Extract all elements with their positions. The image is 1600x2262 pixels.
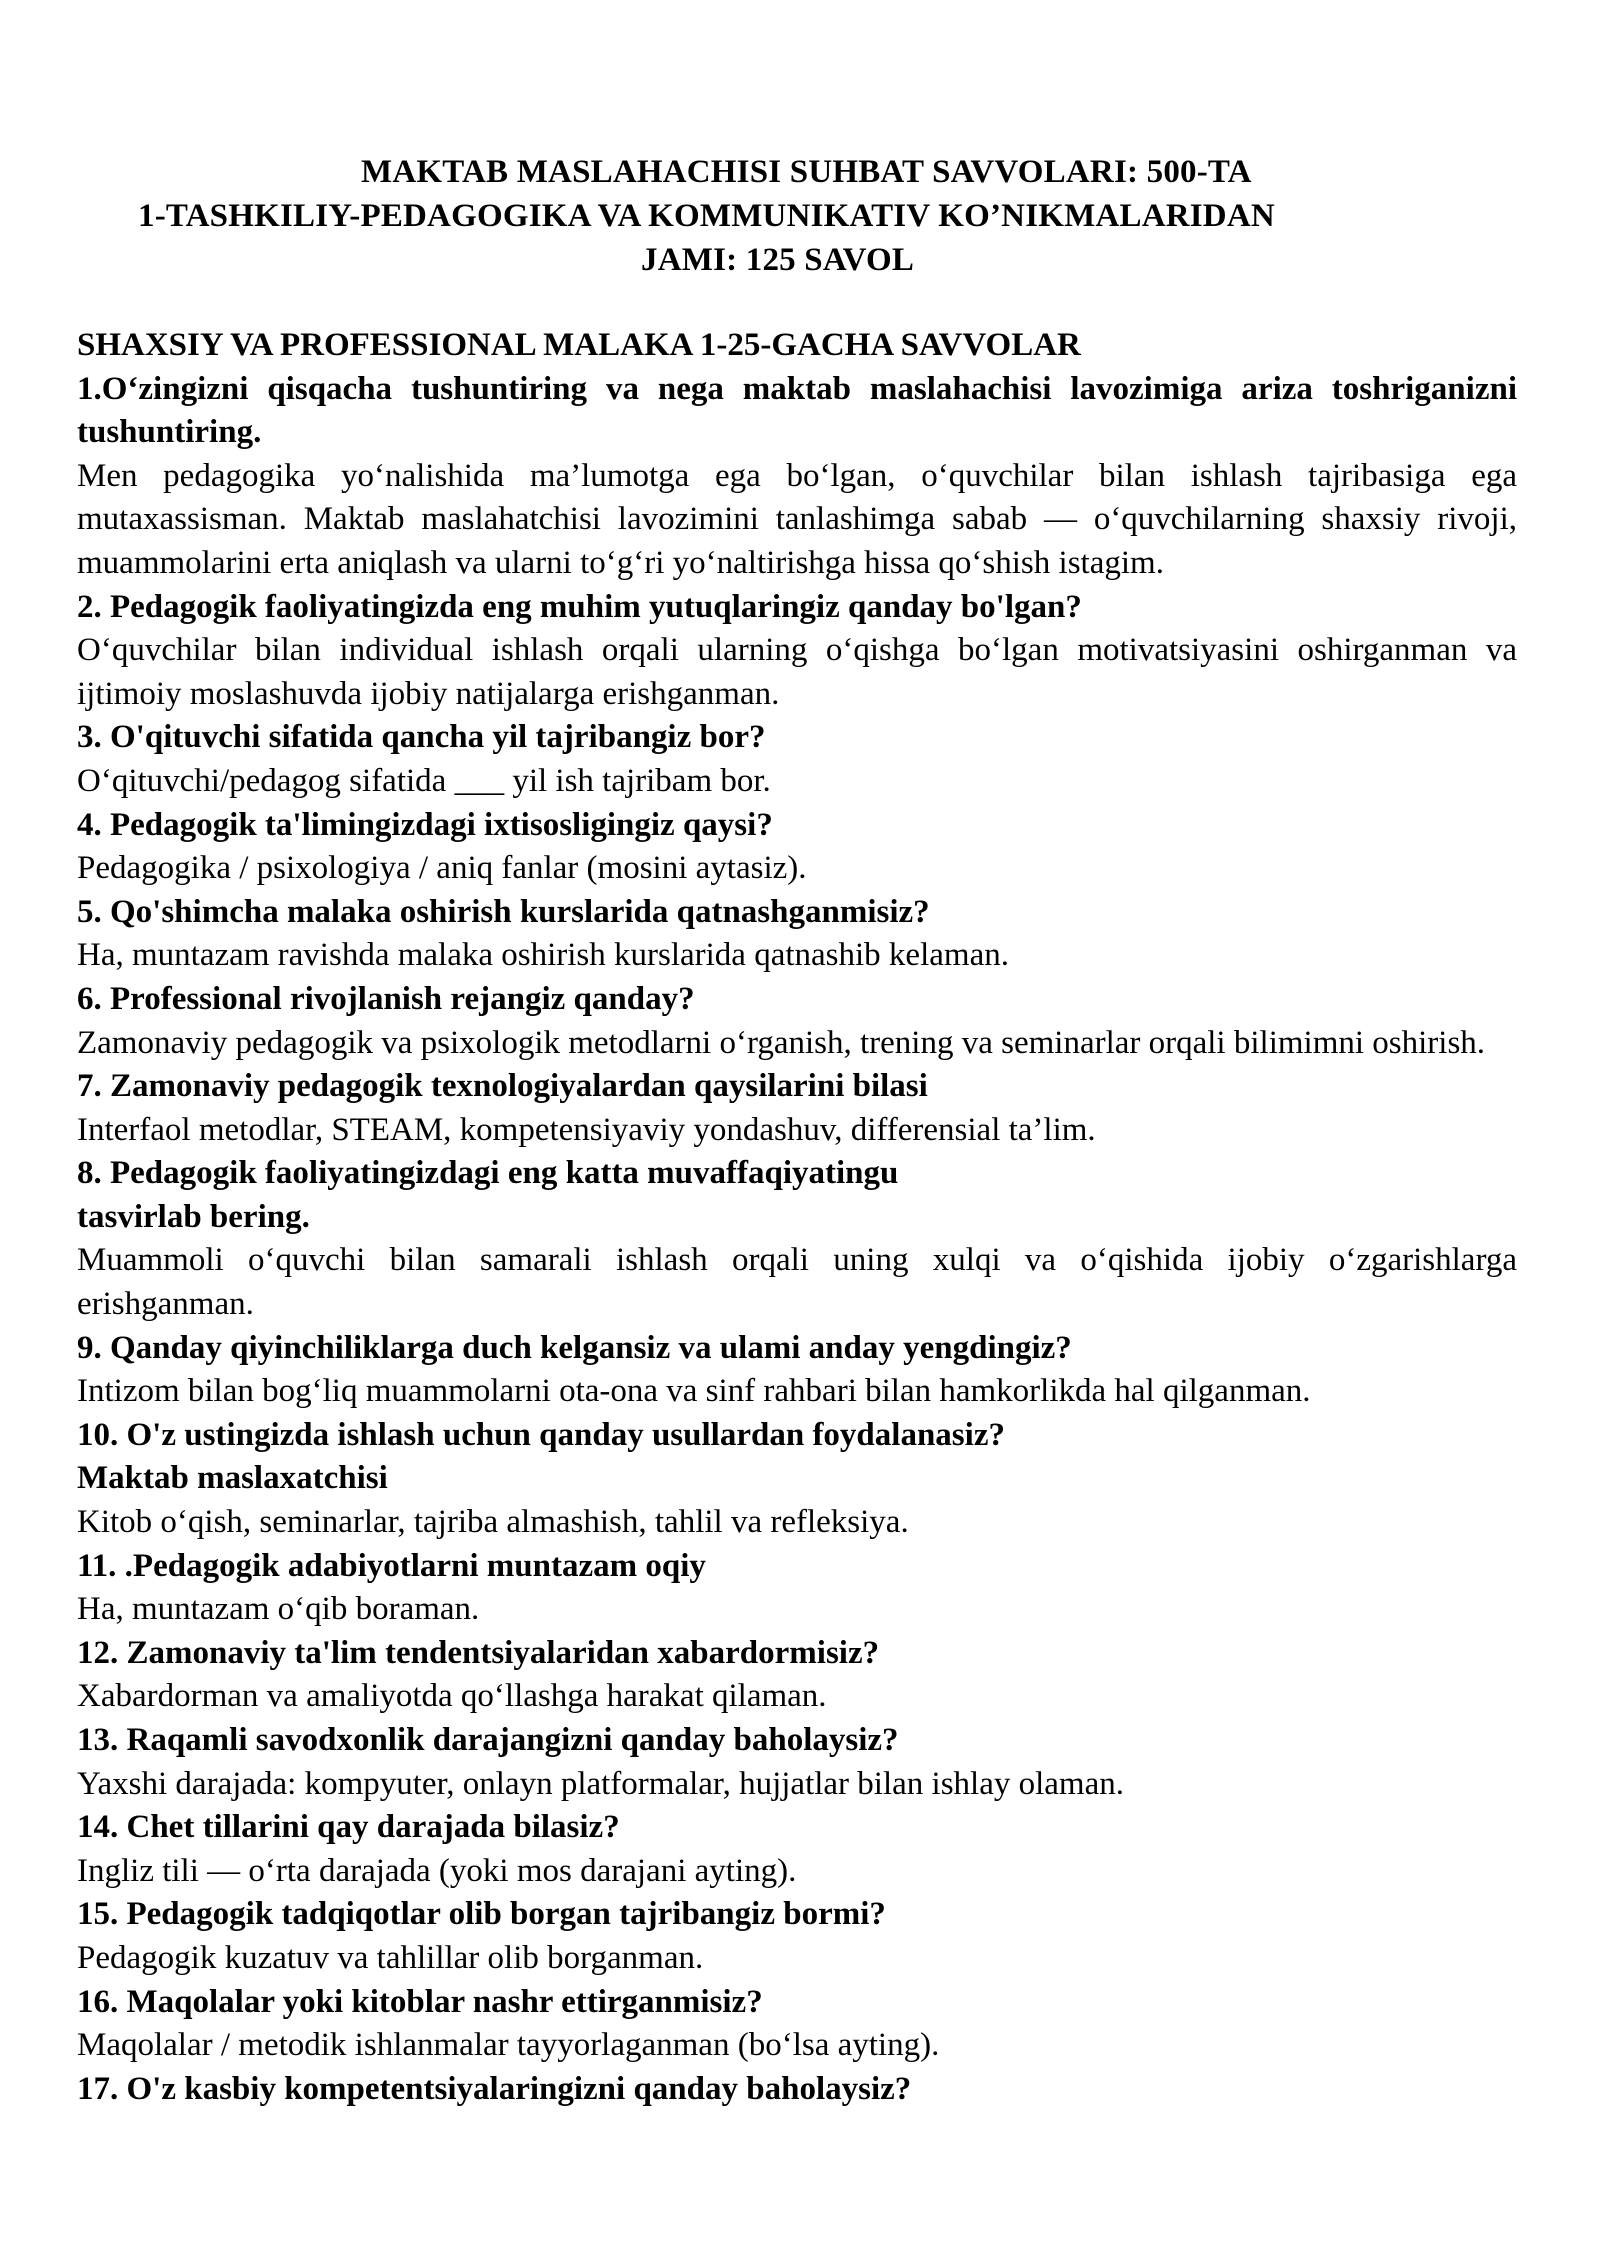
qa-item-15 bbox=[77, 1893, 1517, 1980]
question-text-continued: Maktab maslaxatchisi bbox=[77, 1460, 388, 1497]
answer-text: Yaxshi darajada: kompyuter, onlayn platformalar, hujjatlar bilan ishlay olaman. bbox=[77, 1765, 1124, 1802]
qa-item-2 bbox=[77, 586, 1517, 717]
question-text: 17. O'z kasbiy kompetentsiyalaringizni qanday baholaysiz? bbox=[77, 2070, 912, 2107]
question-text: 9. Qanday qiyinchiliklarga duch kelgansiz va ulami anday yengdingiz? bbox=[77, 1329, 1072, 1366]
answer-text: Ingliz tili — o‘rta darajada (yoki mos darajani ayting). bbox=[77, 1852, 797, 1889]
question-text: 1.O‘zingizni qisqacha tushuntiring va nega maktab maslahachisi lavozimiga ariza toshriganizni tushuntiring. bbox=[77, 370, 1517, 451]
qa-item-3 bbox=[77, 716, 1517, 803]
question-text: 4. Pedagogik ta'limingizdagi ixtisosligingiz qaysi? bbox=[77, 806, 773, 843]
qa-item-13 bbox=[77, 1719, 1517, 1806]
answer-text: O‘quvchilar bilan individual ishlash orqali ularning o‘qishga bo‘lgan motivatsiyasini oshirganman va ijtimoiy moslashuvda ijobiy natijalarga erishganman. bbox=[77, 632, 1517, 712]
qa-item-4 bbox=[77, 804, 1517, 891]
document-body bbox=[77, 324, 1517, 2111]
qa-item-11 bbox=[77, 1545, 1517, 1632]
qa-item-6 bbox=[77, 978, 1517, 1065]
answer-text: Ha, muntazam ravishda malaka oshirish kurslarida qatnashib kelaman. bbox=[77, 937, 1009, 974]
qa-item-17 bbox=[77, 2068, 1517, 2112]
answer-text: Intizom bilan bog‘liq muammolarni ota-ona va sinf rahbari bilan hamkorlikda hal qilganman. bbox=[77, 1373, 1311, 1410]
header-total: JAMI: 125 SAVOL bbox=[641, 242, 915, 278]
document-header bbox=[0, 150, 1600, 282]
question-text: 10. O'z ustingizda ishlash uchun qanday usullardan foydalanasiz? bbox=[77, 1416, 1005, 1453]
qa-item-7 bbox=[77, 1065, 1517, 1152]
qa-item-12 bbox=[77, 1632, 1517, 1719]
answer-text: Men pedagogika yo‘nalishida ma’lumotga ega bo‘lgan, o‘quvchilar bilan ishlash tajribasiga ega mutaxassisman. Maktab maslahatchisi lavozimini tanlashimga sabab — o‘quvchilarning shaxsiy rivoji, muammolarini erta aniqlash va ularni to‘g‘ri yo‘naltirishga hissa qo‘shish istagim. bbox=[77, 457, 1517, 581]
header-subtitle: 1-TASHKILIY-PEDAGOGIKA VA KOMMUNIKATIV KO’NIKMALARIDAN bbox=[138, 198, 1275, 234]
question-text-continued: tasvirlab bering. bbox=[77, 1198, 310, 1235]
qa-item-5 bbox=[77, 891, 1517, 978]
qa-item-8 bbox=[77, 1152, 1517, 1326]
question-text: 6. Professional rivojlanish rejangiz qanday? bbox=[77, 980, 695, 1017]
qa-item-9 bbox=[77, 1327, 1517, 1414]
answer-text: O‘qituvchi/pedagog sifatida ___ yil ish tajribam bor. bbox=[77, 762, 771, 799]
question-text: 7. Zamonaviy pedagogik texnologiyalardan qaysilarini bilasi bbox=[77, 1068, 928, 1105]
question-text: 2. Pedagogik faoliyatingizda eng muhim yutuqlaringiz qanday bo'lgan? bbox=[77, 588, 1082, 625]
answer-text: Maqolalar / metodik ishlanmalar tayyorlaganman (bo‘lsa ayting). bbox=[77, 2027, 940, 2064]
question-text: 11. .Pedagogik adabiyotlarni muntazam oqiy bbox=[77, 1547, 706, 1584]
question-text: 3. O'qituvchi sifatida qancha yil tajribangiz bor? bbox=[77, 719, 766, 756]
qa-item-1 bbox=[77, 368, 1517, 586]
answer-text: Muammoli o‘quvchi bilan samarali ishlash orqali uning xulqi va o‘qishida ijobiy o‘zgarishlarga erishganman. bbox=[77, 1242, 1517, 1323]
question-text: 16. Maqolalar yoki kitoblar nashr ettirganmisiz? bbox=[77, 1983, 763, 2020]
qa-item-10 bbox=[77, 1414, 1517, 1545]
answer-text: Xabardorman va amaliyotda qo‘llashga harakat qilaman. bbox=[77, 1678, 827, 1715]
qa-item-16 bbox=[77, 1981, 1517, 2068]
question-text: 5. Qo'shimcha malaka oshirish kurslarida qatnashganmisiz? bbox=[77, 893, 930, 930]
answer-text: Ha, muntazam o‘qib boraman. bbox=[77, 1591, 480, 1628]
answer-text: Pedagogika / psixologiya / aniq fanlar (mosini aytasiz). bbox=[77, 850, 807, 887]
answer-text: Kitob o‘qish, seminarlar, tajriba almashish, tahlil va refleksiya. bbox=[77, 1504, 909, 1541]
question-text: 15. Pedagogik tadqiqotlar olib borgan tajribangiz bormi? bbox=[77, 1896, 886, 1933]
qa-item-14 bbox=[77, 1806, 1517, 1893]
question-text: 12. Zamonaviy ta'lim tendentsiyalaridan xabardormisiz? bbox=[77, 1634, 880, 1671]
question-text: 14. Chet tillarini qay darajada bilasiz? bbox=[77, 1809, 620, 1846]
answer-text: Interfaol metodlar, STEAM, kompetensiyaviy yondashuv, differensial ta’lim. bbox=[77, 1111, 1096, 1148]
answer-text: Zamonaviy pedagogik va psixologik metodlarni o‘rganish, trening va seminarlar orqali bilimimni oshirish. bbox=[77, 1024, 1486, 1061]
section-title: SHAXSIY VA PROFESSIONAL MALAKA 1-25-GACHA SAVVOLAR bbox=[77, 327, 1081, 363]
answer-text: Pedagogik kuzatuv va tahlillar olib borganman. bbox=[77, 1939, 704, 1976]
question-text: 8. Pedagogik faoliyatingizdagi eng katta muvaffaqiyatingu bbox=[77, 1155, 899, 1192]
question-text: 13. Raqamli savodxonlik darajangizni qanday baholaysiz? bbox=[77, 1722, 899, 1758]
header-title: MAKTAB MASLAHACHISI SUHBAT SAVVOLARI: 500-TA bbox=[361, 154, 1252, 190]
